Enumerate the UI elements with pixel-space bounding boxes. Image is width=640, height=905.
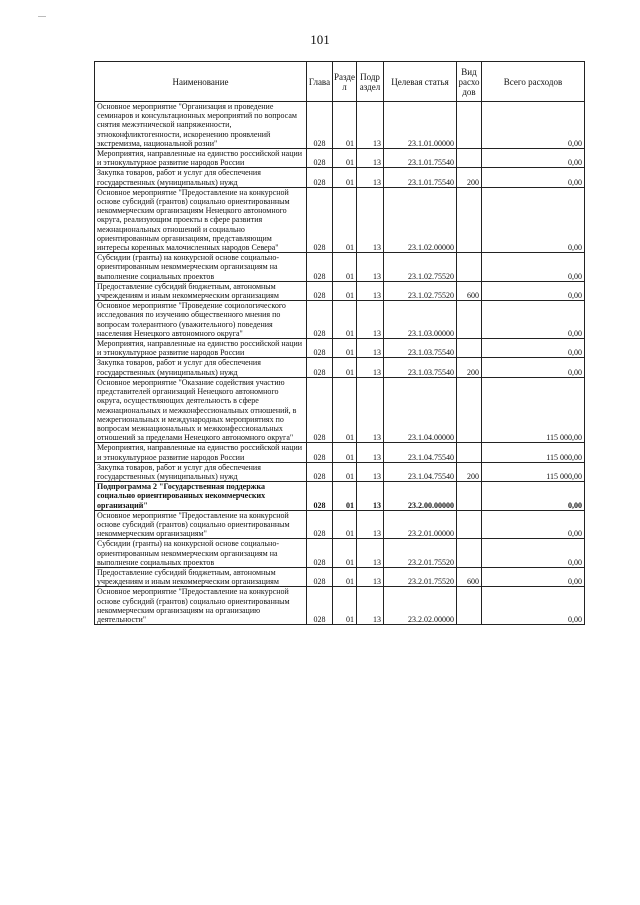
- scan-mark: [38, 16, 46, 17]
- cell-podrazdel: 13: [357, 253, 384, 282]
- cell-podrazdel: 13: [357, 168, 384, 187]
- cell-name: Основное мероприятие "Предоставление на конкурсной основе субсидий (грантов) социально ориентированным некоммерческим организациям Ненецкого автономного округа, реализующим проекты в сфере развития межнациональных отношений и социально ориентированным организациям, представляющим интересы коренных малочисленных народов Севера": [95, 187, 307, 252]
- cell-podrazdel: 13: [357, 149, 384, 168]
- cell-total: 0,00: [482, 253, 585, 282]
- cell-razdel: 01: [333, 482, 357, 511]
- cell-name: Закупка товаров, работ и услуг для обеспечения государственных (муниципальных) нужд: [95, 358, 307, 377]
- cell-vid: [457, 339, 482, 358]
- cell-target: 23.1.03.00000: [384, 301, 457, 339]
- cell-total: 0,00: [482, 539, 585, 568]
- cell-total: 0,00: [482, 102, 585, 149]
- cell-glava: 028: [307, 187, 333, 252]
- cell-total: 115 000,00: [482, 462, 585, 481]
- cell-name: Субсидии (гранты) на конкурсной основе социально-ориентированным некоммерческим организациям на выполнение социальных проектов: [95, 253, 307, 282]
- col-header-vid: Вид расхо дов: [457, 62, 482, 102]
- cell-vid: [457, 102, 482, 149]
- cell-total: 0,00: [482, 482, 585, 511]
- cell-podrazdel: 13: [357, 358, 384, 377]
- table-row: [95, 539, 585, 568]
- cell-glava: 028: [307, 443, 333, 462]
- cell-vid: [457, 482, 482, 511]
- cell-name: Мероприятия, направленные на единство российской нации и этнокультурное развитие народов России: [95, 149, 307, 168]
- cell-podrazdel: 13: [357, 281, 384, 300]
- table-row: [95, 301, 585, 339]
- cell-razdel: 01: [333, 149, 357, 168]
- cell-name: Мероприятия, направленные на единство российской нации и этнокультурное развитие народов России: [95, 339, 307, 358]
- cell-vid: 200: [457, 168, 482, 187]
- cell-razdel: 01: [333, 567, 357, 586]
- cell-target: 23.2.00.00000: [384, 482, 457, 511]
- table-row: [95, 253, 585, 282]
- cell-name: Подпрограмма 2 "Государственная поддержка социально ориентированных некоммерческих организаций": [95, 482, 307, 511]
- cell-vid: [457, 587, 482, 625]
- cell-name: Мероприятия, направленные на единство российской нации и этнокультурное развитие народов России: [95, 443, 307, 462]
- cell-podrazdel: 13: [357, 587, 384, 625]
- cell-glava: 028: [307, 168, 333, 187]
- cell-target: 23.1.04.00000: [384, 377, 457, 442]
- cell-razdel: 01: [333, 168, 357, 187]
- cell-name: Основное мероприятие "Проведение социологического исследования по изучению общественного мнения по вопросам толерантного (уважительного) поведения населения Ненецкого автономного округа": [95, 301, 307, 339]
- table-row: [95, 462, 585, 481]
- budget-table: [94, 61, 585, 625]
- cell-target: 23.2.01.00000: [384, 510, 457, 539]
- cell-razdel: 01: [333, 539, 357, 568]
- cell-podrazdel: 13: [357, 377, 384, 442]
- col-header-target: Целевая статья: [384, 62, 457, 102]
- table-row: [95, 281, 585, 300]
- cell-vid: 600: [457, 281, 482, 300]
- cell-vid: 200: [457, 358, 482, 377]
- cell-razdel: 01: [333, 462, 357, 481]
- cell-total: 115 000,00: [482, 443, 585, 462]
- cell-total: 0,00: [482, 187, 585, 252]
- col-header-glava: Глава: [307, 62, 333, 102]
- cell-name: Основное мероприятие "Предоставление на конкурсной основе субсидий (грантов) социально ориентированным некоммерческим организациям": [95, 510, 307, 539]
- cell-razdel: 01: [333, 377, 357, 442]
- cell-razdel: 01: [333, 587, 357, 625]
- cell-razdel: 01: [333, 443, 357, 462]
- cell-podrazdel: 13: [357, 482, 384, 511]
- cell-glava: 028: [307, 462, 333, 481]
- cell-podrazdel: 13: [357, 301, 384, 339]
- table-row: [95, 358, 585, 377]
- cell-name: Основное мероприятие "Предоставление на конкурсной основе субсидий (грантов) социально ориентированным некоммерческим организациям на организацию деятельности": [95, 587, 307, 625]
- cell-podrazdel: 13: [357, 102, 384, 149]
- cell-glava: 028: [307, 301, 333, 339]
- cell-glava: 028: [307, 253, 333, 282]
- cell-podrazdel: 13: [357, 462, 384, 481]
- cell-glava: 028: [307, 377, 333, 442]
- table-body: [95, 102, 585, 625]
- cell-razdel: 01: [333, 102, 357, 149]
- col-header-total: Всего расходов: [482, 62, 585, 102]
- cell-target: 23.1.01.75540: [384, 168, 457, 187]
- cell-total: 0,00: [482, 168, 585, 187]
- cell-glava: 028: [307, 567, 333, 586]
- cell-razdel: 01: [333, 253, 357, 282]
- cell-glava: 028: [307, 102, 333, 149]
- cell-target: 23.2.01.75520: [384, 539, 457, 568]
- table-row: [95, 510, 585, 539]
- cell-podrazdel: 13: [357, 443, 384, 462]
- cell-target: 23.1.03.75540: [384, 358, 457, 377]
- cell-glava: 028: [307, 482, 333, 511]
- cell-vid: [457, 443, 482, 462]
- cell-glava: 028: [307, 539, 333, 568]
- cell-podrazdel: 13: [357, 510, 384, 539]
- cell-total: 0,00: [482, 339, 585, 358]
- page-number: 101: [310, 32, 330, 47]
- cell-total: 0,00: [482, 281, 585, 300]
- cell-target: 23.1.04.75540: [384, 443, 457, 462]
- cell-name: Основное мероприятие "Организация и проведение семинаров и консультационных мероприятий по вопросам снятия межэтнической напряженности, этноконфликтогенности, искоренению проявлений экстремизма, национальной розни": [95, 102, 307, 149]
- table-row: [95, 102, 585, 149]
- cell-podrazdel: 13: [357, 567, 384, 586]
- cell-razdel: 01: [333, 358, 357, 377]
- cell-total: 0,00: [482, 149, 585, 168]
- cell-name: Субсидии (гранты) на конкурсной основе социально-ориентированным некоммерческим организациям на выполнение социальных проектов: [95, 539, 307, 568]
- table-row: [95, 149, 585, 168]
- cell-name: Предоставление субсидий бюджетным, автономным учреждениям и иным некоммерческим организациям: [95, 567, 307, 586]
- cell-podrazdel: 13: [357, 187, 384, 252]
- cell-razdel: 01: [333, 281, 357, 300]
- cell-name: Предоставление субсидий бюджетным, автономным учреждениям и иным некоммерческим организациям: [95, 281, 307, 300]
- cell-vid: [457, 510, 482, 539]
- cell-total: 0,00: [482, 358, 585, 377]
- col-header-podrazdel: Подр аздел: [357, 62, 384, 102]
- cell-target: 23.1.02.00000: [384, 187, 457, 252]
- cell-podrazdel: 13: [357, 339, 384, 358]
- cell-name: Закупка товаров, работ и услуг для обеспечения государственных (муниципальных) нужд: [95, 168, 307, 187]
- cell-glava: 028: [307, 358, 333, 377]
- cell-vid: [457, 253, 482, 282]
- cell-target: 23.1.01.00000: [384, 102, 457, 149]
- table-row: [95, 377, 585, 442]
- cell-target: 23.1.03.75540: [384, 339, 457, 358]
- table-row: [95, 567, 585, 586]
- cell-vid: [457, 187, 482, 252]
- cell-razdel: 01: [333, 510, 357, 539]
- cell-vid: 600: [457, 567, 482, 586]
- cell-target: 23.1.01.75540: [384, 149, 457, 168]
- cell-name: Основное мероприятие "Оказание содействия участию представителей организаций Ненецкого автономного округа, осуществляющих деятельность в сфере межнациональных и межконфессиональных отношений, в межрегиональных и международных мероприятиях по вопросам межнациональных и межконфессиональных отношений за пределами Ненецкого автономного округа": [95, 377, 307, 442]
- cell-name: Закупка товаров, работ и услуг для обеспечения государственных (муниципальных) нужд: [95, 462, 307, 481]
- cell-target: 23.2.01.75520: [384, 567, 457, 586]
- cell-total: 0,00: [482, 301, 585, 339]
- cell-total: 0,00: [482, 587, 585, 625]
- cell-target: 23.2.02.00000: [384, 587, 457, 625]
- table-header-row: [95, 62, 585, 102]
- table-row: [95, 339, 585, 358]
- cell-vid: [457, 149, 482, 168]
- col-header-name: Наименование: [95, 62, 307, 102]
- cell-total: 0,00: [482, 567, 585, 586]
- table-row: [95, 587, 585, 625]
- cell-vid: [457, 301, 482, 339]
- table-row: [95, 482, 585, 511]
- cell-razdel: 01: [333, 301, 357, 339]
- cell-vid: 200: [457, 462, 482, 481]
- cell-vid: [457, 377, 482, 442]
- cell-podrazdel: 13: [357, 539, 384, 568]
- cell-glava: 028: [307, 510, 333, 539]
- table-row: [95, 168, 585, 187]
- cell-vid: [457, 539, 482, 568]
- cell-glava: 028: [307, 339, 333, 358]
- cell-glava: 028: [307, 149, 333, 168]
- table-row: [95, 443, 585, 462]
- cell-total: 115 000,00: [482, 377, 585, 442]
- table-row: [95, 187, 585, 252]
- cell-razdel: 01: [333, 339, 357, 358]
- cell-glava: 028: [307, 281, 333, 300]
- cell-target: 23.1.02.75520: [384, 281, 457, 300]
- cell-target: 23.1.04.75540: [384, 462, 457, 481]
- cell-razdel: 01: [333, 187, 357, 252]
- cell-target: 23.1.02.75520: [384, 253, 457, 282]
- col-header-razdel: Разде л: [333, 62, 357, 102]
- cell-total: 0,00: [482, 510, 585, 539]
- cell-glava: 028: [307, 587, 333, 625]
